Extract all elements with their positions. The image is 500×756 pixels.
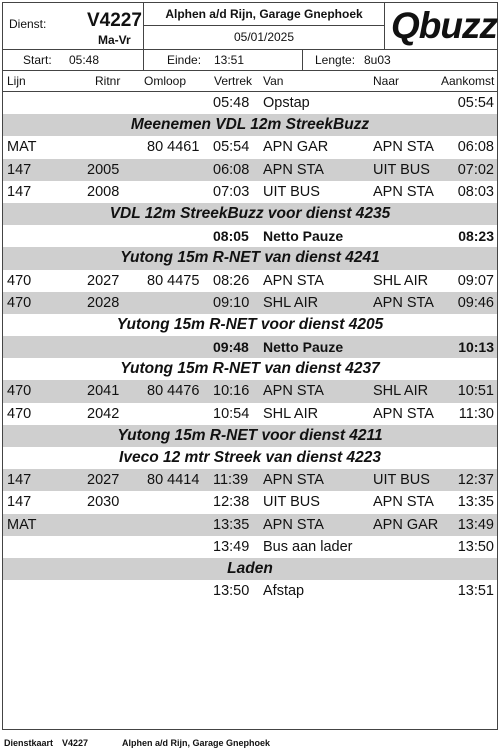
- dienst-cell: [3, 3, 144, 49]
- einde-time: 13:51: [214, 53, 245, 67]
- cell-naar: SHL AIR: [373, 272, 429, 289]
- cell-van: Bus aan lader: [263, 538, 353, 555]
- cell-aankomst: 09:07: [457, 272, 494, 289]
- cell-omloop: 80 4414: [147, 472, 200, 489]
- pause-start: 09:48: [213, 339, 249, 356]
- logo-cell: [385, 3, 497, 49]
- footer-label: Dienstkaart: [4, 738, 54, 748]
- col-aankomst: Aankomst: [441, 74, 495, 88]
- trip-row: [3, 181, 497, 203]
- cell-lijn: 470: [7, 272, 32, 289]
- cell-aankomst: 13:50: [457, 538, 494, 555]
- cell-lijn: 470: [7, 383, 32, 400]
- pause-row: [3, 225, 497, 247]
- dienst-number: V4227: [87, 10, 142, 31]
- cell-omloop: 80 4476: [147, 383, 200, 400]
- col-omloop: Omloop: [144, 74, 187, 88]
- cell-ritnr: 2041: [87, 383, 120, 400]
- lengte-value: 8u03: [364, 53, 391, 67]
- trip-row: [3, 270, 497, 292]
- cell-omloop: 80 4461: [147, 139, 200, 156]
- cell-naar: UIT BUS: [373, 161, 430, 178]
- col-van: Van: [263, 74, 284, 88]
- cell-vertrek: 07:03: [213, 183, 250, 200]
- cell-vertrek: 10:16: [213, 383, 250, 400]
- pause-start: 08:05: [213, 228, 249, 245]
- cell-van: APN STA: [263, 161, 324, 178]
- cell-lijn: MAT: [7, 516, 37, 533]
- cell-ritnr: 2030: [87, 494, 120, 511]
- cell-van: Opstap: [263, 95, 310, 111]
- cell-van: UIT BUS: [263, 183, 320, 200]
- cell-lijn: MAT: [7, 139, 37, 156]
- cell-naar: APN STA: [373, 405, 434, 422]
- cell-lijn: 147: [7, 472, 32, 489]
- cell-vertrek: 13:49: [213, 538, 250, 555]
- cell-vertrek: 13:35: [213, 516, 250, 533]
- cell-aankomst: 11:30: [458, 405, 494, 422]
- col-vertrek: Vertrek: [214, 74, 253, 88]
- times-divider: [302, 50, 303, 70]
- cell-omloop: 80 4475: [147, 272, 200, 289]
- cell-naar: SHL AIR: [373, 383, 429, 400]
- cell-vertrek: 12:38: [213, 494, 250, 511]
- trip-row: [3, 403, 497, 425]
- cell-vertrek: 09:10: [213, 294, 250, 311]
- section-header: Laden: [3, 558, 497, 580]
- cell-van: SHL AIR: [263, 405, 319, 422]
- cell-vertrek: 13:50: [213, 583, 250, 600]
- cell-aankomst: 07:02: [457, 161, 494, 178]
- cell-ritnr: 2008: [87, 183, 120, 200]
- cell-naar: APN STA: [373, 494, 434, 511]
- cell-aankomst: 13:51: [457, 583, 494, 600]
- times-divider: [143, 50, 144, 70]
- start-time: 05:48: [69, 53, 100, 67]
- cell-vertrek: 10:54: [213, 405, 250, 422]
- cell-aankomst: 09:46: [457, 294, 494, 311]
- cell-vertrek: 05:48: [213, 95, 250, 111]
- dienst-label: Dienst:: [9, 17, 47, 31]
- start-label: Start:: [23, 53, 52, 67]
- cell-van: Afstap: [263, 583, 305, 600]
- section-header: Yutong 15m R-NET voor dienst 4205: [116, 315, 384, 333]
- cell-ritnr: 2028: [87, 294, 120, 311]
- cell-van: APN STA: [263, 472, 324, 489]
- cell-naar: APN STA: [373, 139, 434, 156]
- col-naar: Naar: [373, 74, 400, 88]
- cell-naar: APN STA: [373, 183, 434, 200]
- section-header: Iveco 12 mtr Streek van dienst 4223: [119, 449, 381, 466]
- cell-ritnr: 2042: [87, 405, 120, 422]
- cell-ritnr: 2027: [87, 472, 120, 489]
- cell-ritnr: 2027: [87, 272, 120, 289]
- cell-vertrek: 08:26: [213, 272, 250, 289]
- trip-row: [3, 292, 497, 314]
- cell-vertrek: 05:54: [213, 139, 250, 156]
- footer-dienst: V4227: [62, 738, 89, 748]
- cell-lijn: 147: [7, 494, 32, 511]
- cell-naar: APN STA: [373, 294, 434, 311]
- cell-van: APN STA: [263, 383, 324, 400]
- card-date: 05/01/2025: [233, 30, 295, 44]
- trip-row: [3, 380, 497, 402]
- trip-row: [3, 136, 497, 158]
- cell-van: SHL AIR: [263, 294, 319, 311]
- cell-aankomst: 13:49: [457, 516, 494, 533]
- lengte-label: Lengte:: [315, 53, 356, 67]
- cell-naar: UIT BUS: [373, 472, 430, 489]
- cell-vertrek: 11:39: [213, 472, 249, 489]
- pause-end: 08:23: [458, 228, 494, 245]
- pause-row: [3, 336, 497, 358]
- pause-label: Netto Pauze: [263, 339, 344, 356]
- card-footer: [0, 738, 500, 752]
- section-header: Meenemen VDL 12m StreekBuzz: [3, 114, 497, 136]
- section-header: Yutong 15m R-NET voor dienst 4211: [3, 425, 497, 447]
- trip-row: [3, 92, 497, 114]
- cell-van: APN STA: [263, 516, 324, 533]
- cell-van: APN GAR: [263, 139, 329, 156]
- col-ritnr: Ritnr: [95, 74, 121, 88]
- cell-aankomst: 13:35: [457, 494, 494, 511]
- qbuzz-logo: Qbuzz: [391, 5, 497, 46]
- cell-aankomst: 05:54: [457, 95, 494, 111]
- times-row: [3, 50, 497, 71]
- card-header: [3, 3, 497, 50]
- cell-lijn: 147: [7, 183, 32, 200]
- column-headers: [3, 71, 497, 92]
- location-date-cell: [144, 3, 385, 49]
- garage-location: Alphen a/d Rijn, Garage Gnephoek: [144, 3, 384, 26]
- einde-label: Einde:: [167, 53, 202, 67]
- cell-lijn: 470: [7, 294, 32, 311]
- cell-naar: APN GAR: [373, 516, 439, 533]
- cell-aankomst: 06:08: [457, 139, 494, 156]
- cell-aankomst: 12:37: [457, 472, 494, 489]
- footer-location: Alphen a/d Rijn, Garage Gnephoek: [122, 738, 271, 748]
- cell-aankomst: 08:03: [457, 183, 494, 200]
- cell-van: APN STA: [263, 272, 324, 289]
- trip-row: [3, 514, 497, 536]
- pause-label: Netto Pauze: [263, 228, 344, 245]
- cell-lijn: 470: [7, 405, 32, 422]
- trip-row: [3, 580, 497, 602]
- trip-row: [3, 469, 497, 491]
- pause-end: 10:13: [458, 339, 494, 356]
- service-days: Ma-Vr: [98, 33, 131, 47]
- cell-van: UIT BUS: [263, 494, 320, 511]
- col-lijn: Lijn: [7, 74, 26, 88]
- cell-vertrek: 06:08: [213, 161, 250, 178]
- cell-aankomst: 10:51: [457, 383, 494, 400]
- section-header: Yutong 15m R-NET van dienst 4241: [3, 247, 497, 269]
- cell-ritnr: 2005: [87, 161, 120, 178]
- section-header: VDL 12m StreekBuzz voor dienst 4235: [3, 203, 497, 225]
- trip-row: [3, 536, 497, 558]
- trip-table: [3, 92, 497, 602]
- trip-row: [3, 159, 497, 181]
- cell-lijn: 147: [7, 161, 32, 178]
- dienstkaart: [2, 2, 498, 730]
- trip-row: [3, 491, 497, 513]
- section-header: Yutong 15m R-NET van dienst 4237: [120, 360, 380, 378]
